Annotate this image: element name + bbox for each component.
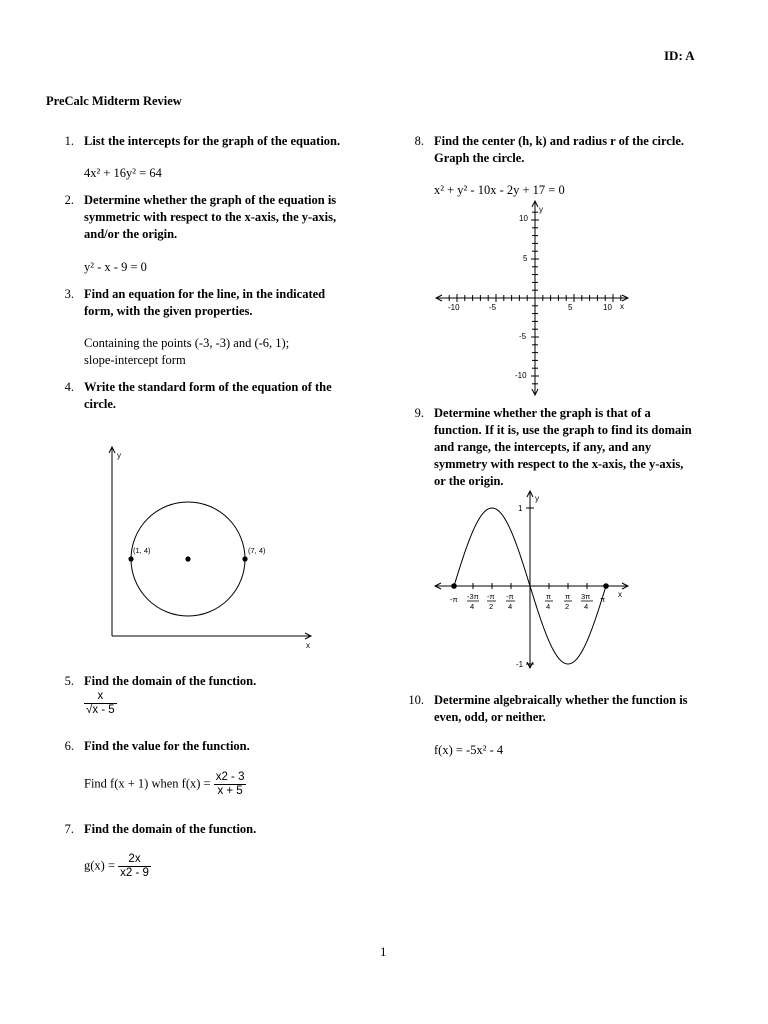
question-number: 8. (414, 134, 424, 148)
question-prompt: Find the domain of the function. (84, 674, 257, 688)
question-detail: slope-intercept form (84, 353, 186, 367)
y-tick-label: -5 (519, 332, 527, 341)
x-tick-label: -π (506, 592, 514, 601)
x-tick-label: 4 (470, 602, 475, 611)
question-detail: Containing the points (-3, -3) and (-6, 1); (84, 336, 290, 350)
function-expression (84, 853, 151, 880)
x-tick-label: π (565, 592, 571, 601)
radicand: x - 5 (92, 704, 115, 716)
question-prompt-line: or the origin. (434, 474, 504, 488)
y-tick-label: 1 (518, 504, 523, 513)
question-prompt-line: Find the center (h, k) and radius r of the circle. (434, 134, 684, 148)
y-tick-label: 10 (519, 214, 528, 223)
question-number: 1. (64, 134, 74, 148)
x-tick-label: -π (450, 595, 458, 604)
question-prompt: Find the value for the function. (84, 739, 250, 753)
x-tick-label: -5 (489, 303, 497, 312)
y-tick-label: -1 (516, 660, 524, 669)
question-prompt-line: symmetric with respect to the x-axis, the y-axis, (84, 210, 337, 224)
question-number: 5. (64, 674, 74, 688)
x-tick-label: -10 (448, 303, 460, 312)
center-marker (185, 556, 190, 561)
question-prompt-line: and/or the origin. (84, 227, 178, 241)
question-prompt-line: even, odd, or neither. (434, 710, 546, 724)
page-number: 1 (380, 944, 387, 959)
question-prompt-line: Determine whether the graph of the equation is (84, 193, 337, 207)
y-axis-label: y (539, 205, 543, 214)
x-tick-label: π (600, 595, 606, 604)
question-prompt-line: Find an equation for the line, in the indicated (84, 287, 326, 301)
denominator: x2 - 9 (120, 867, 149, 879)
coordinate-grid (432, 200, 632, 396)
expression-lead: Find f(x + 1) when f(x) = (84, 776, 211, 791)
point-marker (128, 556, 133, 561)
numerator: 2x (128, 853, 141, 865)
function-expression (84, 771, 246, 798)
x-tick-label: -3π (467, 592, 479, 601)
x-axis-label: x (618, 590, 622, 599)
x-tick-label: 5 (568, 303, 573, 312)
y-tick-label: -10 (515, 371, 527, 380)
question-number: 10. (408, 693, 424, 707)
equation: f(x) = -5x² - 4 (434, 743, 504, 757)
x-axis-label: x (620, 302, 624, 311)
x-tick-label: 3π (581, 592, 591, 601)
x-tick-label: 4 (546, 602, 551, 611)
question-prompt: List the intercepts for the graph of the equation. (84, 134, 341, 148)
denominator: x + 5 (214, 784, 247, 798)
endpoint-marker (451, 583, 457, 589)
page-title: PreCalc Midterm Review (46, 94, 182, 108)
equation: y² - x - 9 = 0 (84, 260, 147, 274)
equation: 4x² + 16y² = 64 (84, 166, 162, 180)
question-prompt-line: Determine whether the graph is that of a (434, 406, 651, 420)
numerator: x (97, 690, 104, 702)
x-axis-label: x (306, 641, 310, 650)
question-prompt-line: Write the standard form of the equation of the (84, 380, 332, 394)
numerator: x2 - 3 (215, 771, 245, 783)
question-number: 7. (64, 822, 74, 836)
endpoint-marker (603, 583, 609, 589)
x-tick-label: 4 (584, 602, 589, 611)
question-number: 4. (64, 380, 74, 394)
question-number: 9. (414, 406, 424, 420)
point-label: (1, 4) (133, 546, 151, 555)
x-tick-label: 2 (565, 602, 570, 611)
question-prompt-line: form, with the given properties. (84, 304, 253, 318)
question-number: 6. (64, 739, 74, 753)
denominator (84, 703, 117, 717)
question-prompt-line: Determine algebraically whether the function is (434, 693, 688, 707)
x-tick-label: 2 (489, 602, 494, 611)
y-tick-label: 5 (523, 254, 528, 263)
circle-graph (96, 440, 326, 652)
equation: x² + y² - 10x - 2y + 17 = 0 (434, 183, 565, 197)
question-number: 2. (64, 193, 74, 207)
id-label: ID: A (664, 48, 695, 63)
sine-graph (432, 488, 632, 670)
question-number: 3. (64, 287, 74, 301)
question-prompt-line: circle. (84, 397, 117, 411)
question-prompt-line: and range, the intercepts, if any, and any (434, 440, 652, 454)
question-prompt-line: function. If it is, use the graph to find its domain (434, 423, 692, 437)
y-axis-label: y (535, 494, 539, 503)
expression-lead: g(x) = (84, 858, 115, 873)
y-axis-label: y (117, 451, 121, 460)
x-tick-label: π (546, 592, 552, 601)
radical-sign: √ (86, 704, 93, 716)
x-tick-label: 10 (603, 303, 612, 312)
fraction (84, 690, 117, 717)
point-label: (7, 4) (248, 546, 266, 555)
question-prompt-line: Graph the circle. (434, 151, 525, 165)
x-tick-label: -π (487, 592, 495, 601)
question-prompt-line: symmetry with respect to the x-axis, the y-axis, (434, 457, 684, 471)
x-tick-label: 4 (508, 602, 513, 611)
question-prompt: Find the domain of the function. (84, 822, 257, 836)
point-marker (242, 556, 247, 561)
